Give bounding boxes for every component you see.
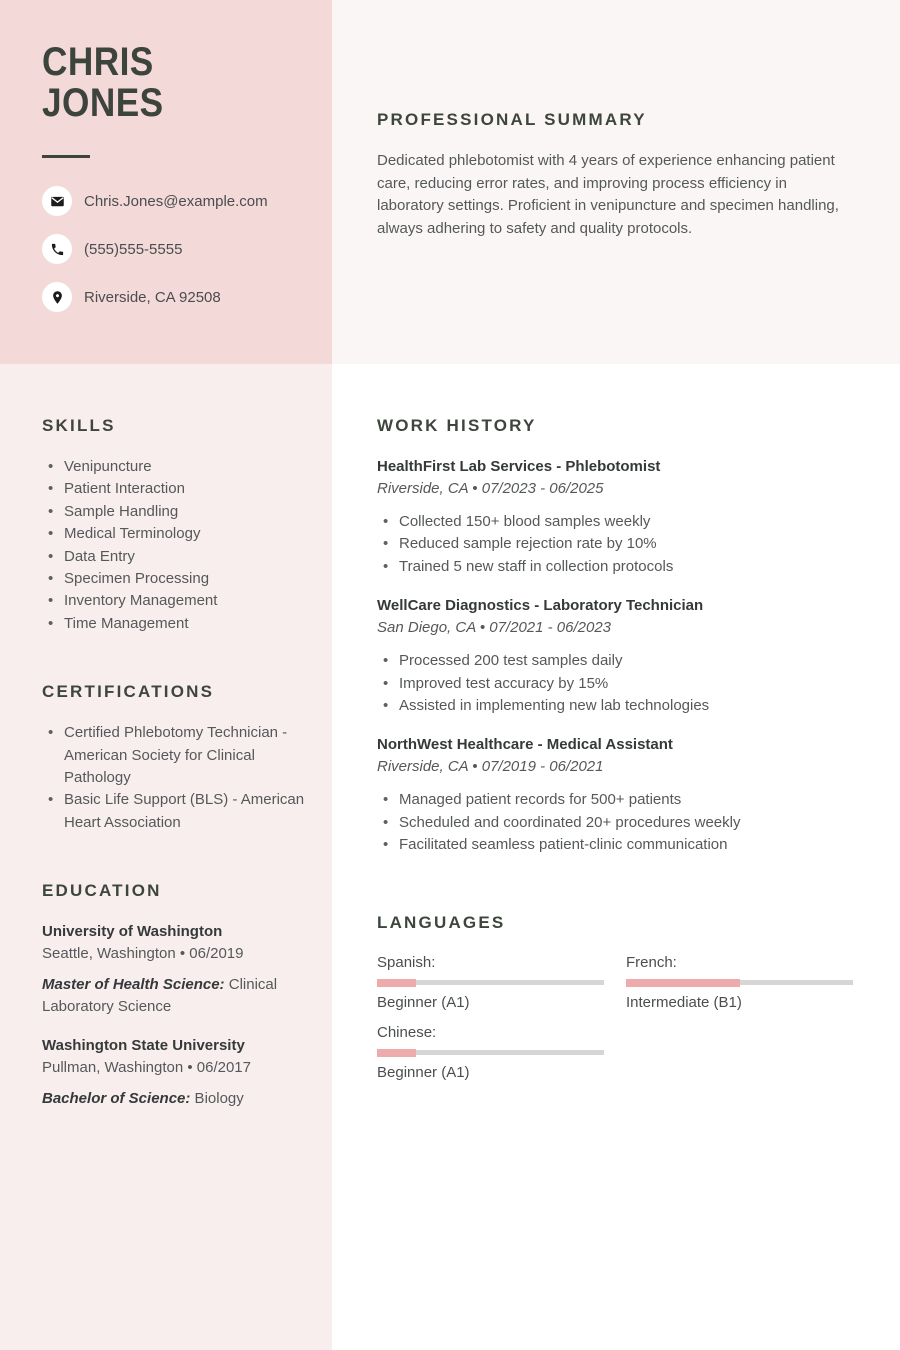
language-progress-fill	[377, 979, 416, 987]
job-bullet: • Processed 200 test samples daily	[377, 650, 853, 672]
languages-section	[377, 913, 853, 1083]
language-progress-bar	[626, 979, 853, 987]
contact-list	[42, 186, 312, 312]
job-location-date: Riverside, CA • 07/2023 - 06/2025	[377, 480, 604, 497]
job-entry	[377, 734, 853, 856]
language-name: Chinese:	[377, 1023, 437, 1041]
skills-list	[42, 456, 310, 635]
job-bullet-list	[377, 650, 853, 717]
language-progress-fill	[626, 979, 740, 987]
job-bullet-list	[377, 511, 853, 578]
language-level: Intermediate (B1)	[626, 993, 742, 1011]
language-level: Beginner (A1)	[377, 1063, 470, 1081]
education-school: University of Washington	[42, 923, 223, 941]
job-bullet: • Reduced sample rejection rate by 10%	[377, 533, 853, 555]
education-degree: Bachelor of Science:	[42, 1090, 191, 1108]
contact-phone-text: (555)555-5555	[84, 240, 183, 258]
job-company-role: NorthWest Healthcare - Medical Assistant	[377, 736, 673, 754]
job-bullet: • Scheduled and coordinated 20+ procedures weekly	[377, 812, 853, 834]
education-section	[42, 881, 310, 1110]
location-pin-icon	[42, 282, 72, 312]
main-body	[332, 364, 900, 1350]
job-bullet: • Facilitated seamless patient-clinic communication	[377, 834, 853, 856]
job-bullet-list	[377, 789, 853, 856]
education-degree-line	[42, 1088, 310, 1110]
skill-item: • Specimen Processing	[42, 568, 310, 590]
envelope-icon	[42, 186, 72, 216]
language-item	[377, 953, 604, 1013]
job-bullet: • Improved test accuracy by 15%	[377, 673, 853, 695]
job-bullet: • Assisted in implementing new lab technologies	[377, 695, 853, 717]
contact-location-row	[42, 282, 312, 312]
work-history-section	[377, 416, 853, 857]
certifications-heading: CERTIFICATIONS	[42, 682, 215, 702]
language-progress-fill	[377, 1049, 416, 1057]
skill-item: • Medical Terminology	[42, 523, 310, 545]
contact-phone-row	[42, 234, 312, 264]
job-location-date: San Diego, CA • 07/2021 - 06/2023	[377, 619, 612, 637]
language-progress-bar	[377, 1049, 604, 1057]
skill-item: • Data Entry	[42, 546, 310, 568]
top-band	[0, 0, 900, 364]
job-entry	[377, 456, 853, 578]
education-heading: EDUCATION	[42, 881, 162, 901]
name-line-2: JONES	[42, 81, 164, 125]
education-field: Clinical Laboratory Science	[42, 976, 278, 1016]
skills-section	[42, 416, 310, 635]
skill-item: • Patient Interaction	[42, 478, 310, 500]
job-entry	[377, 595, 853, 717]
name-divider	[42, 155, 90, 158]
education-entry	[42, 1035, 310, 1110]
professional-summary-text: Dedicated phlebotomist with 4 years of experience enhancing patient care, reducing error rates, and improving process efficiency in laboratory settings. Proficient in venipuncture and specimen handling, always adhering to safety and quality protocols.	[377, 152, 839, 237]
education-location-date: Seattle, Washington • 06/2019	[42, 945, 244, 963]
language-name: Spanish:	[377, 953, 436, 971]
name-line-1: CHRIS	[42, 40, 154, 84]
job-bullet: • Managed patient records for 500+ patients	[377, 789, 853, 811]
certifications-section	[42, 682, 310, 834]
certification-item: • Certified Phlebotomy Technician - American Society for Clinical Pathology	[42, 722, 310, 789]
skill-item: • Time Management	[42, 613, 310, 635]
certifications-list	[42, 722, 310, 834]
candidate-name	[42, 42, 280, 124]
bottom-band	[0, 364, 900, 1350]
job-company-role: WellCare Diagnostics - Laboratory Technician	[377, 597, 704, 615]
certification-item: • Basic Life Support (BLS) - American Heart Association	[42, 789, 310, 834]
skill-item: • Sample Handling	[42, 501, 310, 523]
job-location-date: Riverside, CA • 07/2019 - 06/2021	[377, 758, 604, 776]
education-location-date: Pullman, Washington • 06/2017	[42, 1059, 251, 1077]
professional-summary-heading: PROFESSIONAL SUMMARY	[377, 110, 647, 129]
education-entry	[42, 921, 310, 1018]
education-degree: Master of Health Science:	[42, 976, 225, 994]
education-field: Biology	[190, 1090, 244, 1108]
sidebar-body	[0, 364, 332, 1350]
job-bullet: • Trained 5 new staff in collection protocols	[377, 556, 853, 578]
professional-summary-section	[332, 0, 900, 364]
language-progress-bar	[377, 979, 604, 987]
skills-heading: SKILLS	[42, 416, 116, 435]
education-school: Washington State University	[42, 1037, 245, 1055]
language-item	[626, 953, 853, 1013]
language-name: French:	[626, 953, 677, 971]
skill-item: • Inventory Management	[42, 590, 310, 612]
education-degree-line	[42, 974, 310, 1018]
job-bullet: • Collected 150+ blood samples weekly	[377, 511, 853, 533]
languages-heading: LANGUAGES	[377, 912, 506, 932]
contact-location-text: Riverside, CA 92508	[84, 288, 221, 306]
sidebar-header	[0, 0, 332, 364]
language-level: Beginner (A1)	[377, 993, 470, 1011]
contact-email-row	[42, 186, 312, 216]
job-company-role: HealthFirst Lab Services - Phlebotomist	[377, 458, 661, 475]
language-item	[377, 1023, 604, 1083]
phone-icon	[42, 234, 72, 264]
languages-grid	[377, 953, 853, 1083]
contact-email-text: Chris.Jones@example.com	[84, 192, 268, 210]
work-history-heading: WORK HISTORY	[377, 416, 537, 435]
skill-item: • Venipuncture	[42, 456, 310, 478]
